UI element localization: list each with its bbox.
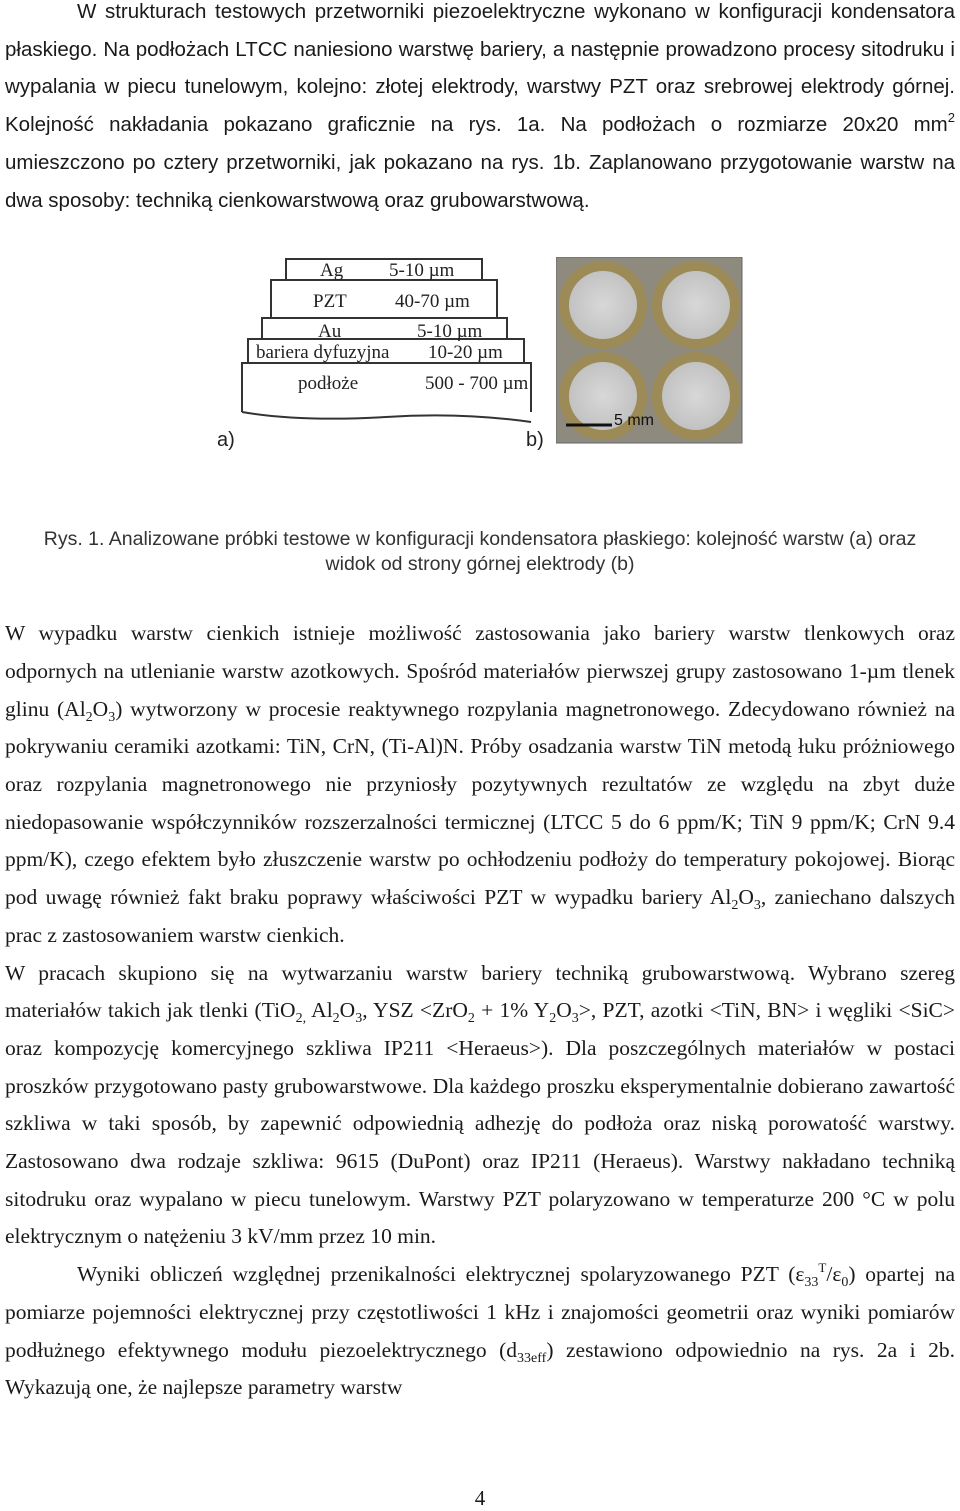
layer-pzt-name: PZT [313,291,347,313]
figure-1 [5,257,955,517]
layer-ag-name: Ag [320,260,344,282]
svg-text:500 - 700 µm [425,373,529,394]
layer-stack-diagram [0,257,960,457]
electrode-top-right [652,261,740,349]
electrode-bottom-right [652,352,740,440]
superscript: 2 [947,110,955,126]
svg-text:Ag [320,260,344,281]
layer-au-name: Au [318,321,342,343]
electrode-top-left [559,261,647,349]
svg-text:40-70 µm [395,291,470,312]
layer-au-thickness: 5-10 µm [417,321,483,343]
layer-pzt-thickness: 40-70 µm [395,291,470,313]
svg-text:Au [318,321,342,342]
figure-label-b: b) [526,429,544,452]
paragraph-thin-films: W wypadku warstw cienkich istnieje możliwość zastosowania jako bariery warstw tlenkowych oraz odpornych na utlenianie warstw azotkowych. Spośród materiałów pierwszej grupy zastosowano 1-µm tlenek glinu $(Al_2O_3)$ wytworzony w procesie reaktywnego rozpylania magnetronowego. Zdecydowano również na pokrywaniu ceramiki azotkami: TiN, CrN, (Ti-Al)N. Próby osadzania warstw TiN metodą łuku próżniowego oraz rozpylania magnetronowego nie przyniosły pozytywnych rezultatów ze względu na zbyt duże niedopasowanie współczynników rozszerzalności termicznej (LTCC 5 do 6 ppm/K; TiN 9 ppm/K; CrN 9.4 ppm/K), czego efektem było złuszczenie warstw po ochłodzeniu podłoży do temperatury pokojowej. Biorąc pod uwagę również fakt braku poprawy właściwości PZT w wypadku bariery $Al_2O_3$, zaniechano dalszych prac z zastosowaniem warstw cienkich. [5,621,956,947]
paragraph-thick-films: W pracach skupiono się na wytwarzaniu warstw bariery techniką grubowarstwową. Wybrano szereg materiałów takich jak tlenki (TiO$_{2,}$ $Al_2O_3$, YSZ <ZrO$_2$ + 1% $Y_2O_3>$, PZT, azotki <TiN, BN> i węgliki <SiC> oraz kompozycję komercyjnego szkliwa IP211 <Heraeus>). Dla poszczególnych materiałów w postaci proszków przygotowano pasty grubowarstwowe. Dla każdego proszku eksperymentalnie dobierano zawartość szkliwa w taki sposób, by zapewnić odpowiednią adhezję do podłoża oraz niską porowatość warstwy. Zastosowano dwa rodzaje szkliwa: 9615 (DuPont) oraz IP211 (Heraeus). Warstwy nakładano techniką sitodruku oraz wypalano w piecu tunelowym. Warstwy PZT polaryzowano w temperaturze 200 °C w polu elektrycznym o natężeniu 3 kV/mm przez 10 min. [5,960,956,1249]
svg-text:5-10 µm [389,260,455,281]
layer-substrate-thickness: 500 - 700 µm [425,373,529,395]
svg-text:5-10 µm [417,321,483,342]
page-number: 4 [474,1486,486,1510]
svg-text:podłoże [298,373,358,394]
layer-barrier-thickness: 10-20 µm [428,342,503,364]
layer-ag-thickness: 5-10 µm [389,260,455,282]
svg-text:PZT [313,291,347,312]
paragraph-results: Wyniki obliczeń względnej przenikalności elektrycznej spolaryzowanego PZT $(\varepsilon_{33}^T/\varepsilon_0)$ opartej na pomiarze pojemności elektrycznej przy częstotliwości 1 kHz i znajomości geometrii oraz wyniki pomiarów podłużnego efektywnego modułu piezoelektrycznego $(d_{33eff})$ zestawiono odpowiednio na rys. 2a i 2b. Wykazują one, że najlepsze parametry warstw [5,1260,955,1400]
svg-text:10-20 µm [428,342,503,363]
document-page [5,0,955,1407]
layer-barrier-name: bariera dyfuzyjna [256,342,390,364]
sample-photo [556,257,746,447]
caption-line-1: Rys. 1. Analizowane próbki testowe w konfiguracji kondensatora płaskiego: kolejność warstw (a) oraz [43,528,917,551]
scale-bar-label: 5 mm [614,412,654,430]
paragraph-intro [5,0,955,219]
figure-caption [5,527,955,577]
paragraph-intro-text-2: umieszczono po cztery przetworniki, jak pokazano na rys. 1b. Zaplanowano przygotowanie warstw na dwa sposoby: techniką cienkowarstwową oraz grubowarstwową. [5,150,955,212]
caption-line-2: widok od strony górnej elektrody (b) [325,553,635,576]
figure-label-a: a) [217,429,235,452]
svg-text:bariera dyfuzyjna [256,342,390,363]
paragraph-intro-text: W strukturach testowych przetworniki piezoelektryczne wykonano w konfiguracji kondensatora płaskiego. Na podłożach LTCC naniesiono warstwę bariery, a następnie prowadzono procesy sitodruku i wypalania w piecu tunelowym, kolejno: złotej elektrody, warstwy PZT oraz srebrowej elektrody górnej. Kolejność nakładania pokazano graficznie na rys. 1a. Na podłożach o rozmiarze 20x20 mm [5,0,955,137]
layer-substrate-name: podłoże [298,373,359,395]
